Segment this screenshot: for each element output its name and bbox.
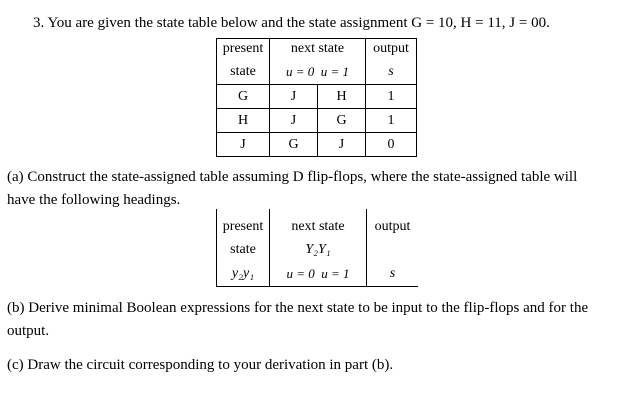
question-intro (33, 15, 550, 32)
header-u0: u = 0 (285, 64, 315, 79)
table-border (416, 38, 417, 157)
header-next-state: next state (290, 41, 345, 56)
part-b-text (7, 297, 588, 343)
question-text: You are given the state table below and the state assignment G = 10, H = 11, J = 00. (47, 15, 550, 31)
state-table (216, 38, 417, 157)
cell-present: J (240, 137, 246, 152)
header-next-state: next state (291, 219, 345, 234)
header-next-vars: Y₂Y₁ (305, 242, 331, 257)
part-a-line2: have the following headings. (7, 192, 181, 208)
part-a-text (7, 166, 577, 212)
part-b-line1: (b) Derive minimal Boolean expressions for the next state to be input to the flip-flops and for the (7, 300, 589, 316)
part-c-text (7, 354, 393, 377)
cell-output: 1 (387, 113, 395, 128)
header-present-vars: y₂y₁ (231, 266, 255, 281)
header-output-var: s (388, 64, 394, 79)
cell-next-u1: G (336, 113, 347, 128)
cell-output: 0 (387, 137, 395, 152)
cell-next-u0: G (288, 137, 299, 152)
header-output: output (374, 219, 411, 234)
part-b-line2: output. (7, 323, 50, 339)
header-present: present (222, 219, 264, 234)
header-output: output (373, 41, 409, 56)
cell-next-u0: J (290, 113, 297, 128)
cell-next-u0: J (290, 89, 297, 104)
header-u1: u = 1 (321, 266, 350, 281)
part-c-line1: (c) Draw the circuit corresponding to your derivation in part (b). (7, 357, 394, 373)
header-u1: u = 1 (320, 64, 350, 79)
header-state: state (230, 64, 256, 79)
header-inputs (270, 263, 366, 285)
header-output-var: s (389, 266, 396, 281)
cell-present: H (237, 113, 249, 128)
header-present: present (222, 41, 264, 56)
table-border (216, 286, 418, 287)
part-a-line1: (a) Construct the state-assigned table assuming D flip-flops, where the state-assigned table will (7, 169, 578, 185)
header-inputs (270, 61, 365, 83)
cell-present: G (237, 89, 249, 104)
question-number: 3. (33, 15, 45, 31)
header-u0: u = 0 (286, 266, 315, 281)
cell-next-u1: H (336, 89, 347, 104)
heading-table (216, 209, 418, 287)
cell-output: 1 (387, 89, 395, 104)
cell-next-u1: J (338, 137, 345, 152)
header-state: state (230, 242, 256, 257)
